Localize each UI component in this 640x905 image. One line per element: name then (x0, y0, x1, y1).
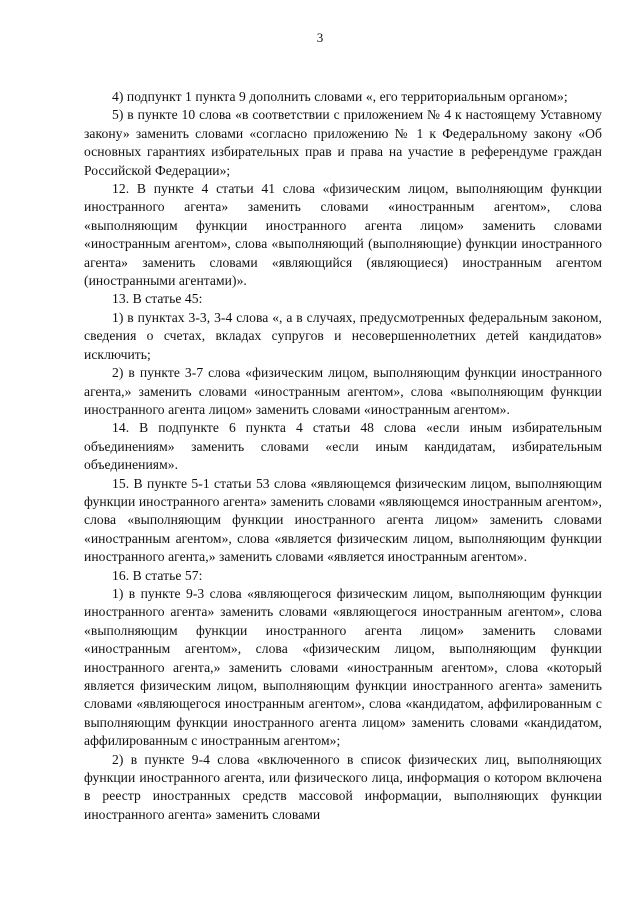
paragraph-article-57-item-2: 2) в пункте 9-4 слова «включенного в список физических лиц, выполняющих функции иностранного агента, или физического лица, информация о котором включена в реестр иностранных средств массовой информации, выполняющих функции иностранного агента» заменить словами (84, 751, 602, 822)
paragraph-article-57-heading: 16. В статье 57: (112, 567, 203, 583)
paragraph-item-4: 4) подпункт 1 пункта 9 дополнить словами «, его территориальным органом»; (112, 89, 568, 104)
paragraph-article-45-item-2: 2) в пункте 3-7 слова «физическим лицом, выполняющим функции иностранного агента,» заменить словами «иностранным агентом», слова «выполняющим функции иностранного агента лицом» заменить словами «иностранным агентом». (84, 365, 602, 417)
page-number: 3 (316, 30, 324, 45)
paragraph-article-57-item-1: 1) в пункте 9-3 слова «являющегося физическим лицом, выполняющим функции иностранного агента» заменить словами «являющегося иностранным агентом», слова «выполняющим функции иностранного агента лицом» заменить словами «иностранным агентом», слова «физическим лицом, выполняющим функции иностранного агента,» заменить словами «иностранным агентом», слова «который является физическим лицом, выполняющим функции иностранного агента» заменить словами «являющегося иностранным агентом», слова «кандидатом, аффилированным с выполняющим функции иностранного агента лицом» заменить словами «кандидатом, аффилированным с иностранным агентом»; (84, 585, 602, 749)
paragraph-article-45-item-1: 1) в пунктах 3-3, 3-4 слова «, а в случаях, предусмотренных федеральным законом, сведения о счетах, вкладах супругов и несовершеннолетних детей кандидатов» исключить; (84, 309, 602, 362)
paragraph-item-5: 5) в пункте 10 слова «в соответствии с приложением № 4 к настоящему Уставному закону» заменить словами «согласно приложению № 1 к Федеральному закону «Об основных гарантиях избирательных прав и права на участие в референдуме граждан Российской Федерации»; (84, 107, 602, 178)
paragraph-article-45-heading: 13. В статье 45: (112, 291, 203, 307)
paragraph-article-53: 15. В пункте 5-1 статьи 53 слова «являющемся физическим лицом, выполняющим функции иностранного агента» заменить словами «являющемся иностранным агентом», слова «выполняющим функции иностранного агента лицом» заменить словами «иностранным агентом», слова «является физическим лицом, выполняющим функции иностранного агента,» заменить словами «является иностранным агентом». (84, 475, 602, 565)
paragraph-article-41: 12. В пункте 4 статьи 41 слова «физическим лицом, выполняющим функции иностранного агента» заменить словами «иностранным агентом», слова «выполняющим функции иностранного агента лицом» заменить словами «иностранным агентом», слова «выполняющий (выполняющие) функции иностранного агента» заменить словами «являющийся (являющиеся) иностранным агентом (иностранными агентами)». (84, 181, 602, 289)
paragraph-article-48: 14. В подпункте 6 пункта 4 статьи 48 слова «если иным избирательным объединениям» заменить словами «если иным кандидатам, избирательным объединениям». (84, 420, 602, 473)
document-body (84, 88, 602, 824)
